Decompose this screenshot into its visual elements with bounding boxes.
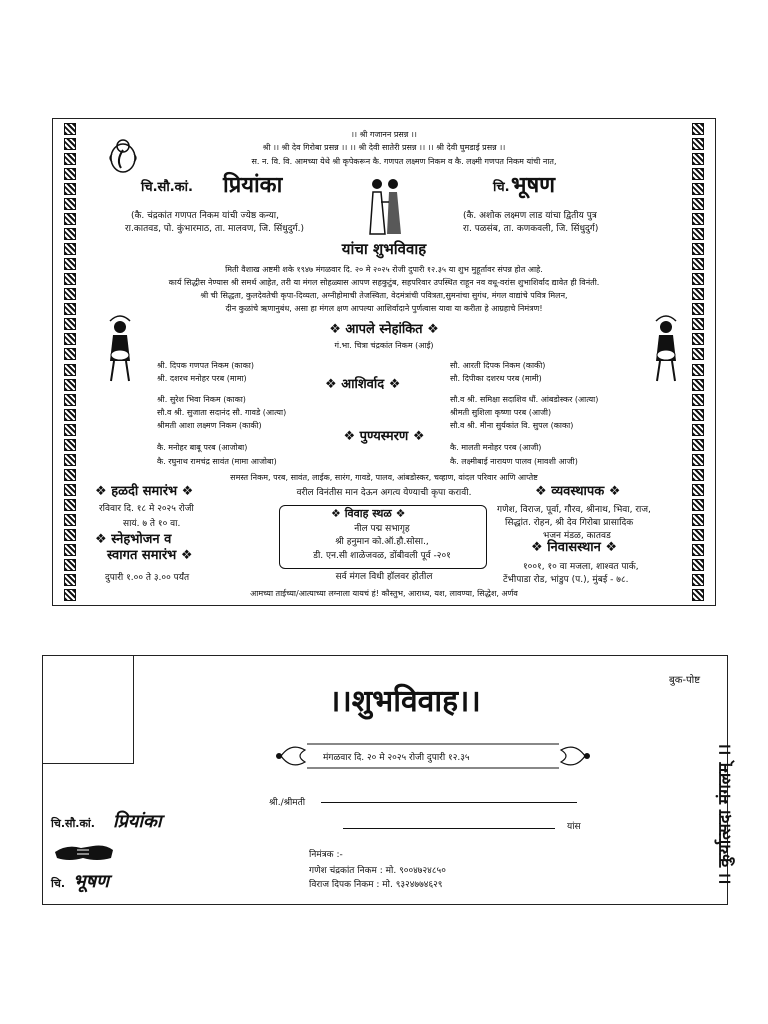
- bride-prefix: चि.सौ.कां.: [141, 180, 193, 195]
- to-label: श्री./श्रीमती: [269, 798, 306, 808]
- diamond-icon: ❖: [95, 484, 112, 499]
- envelope-groom-prefix: चि.: [51, 877, 66, 890]
- diamond-icon: ❖: [95, 532, 112, 547]
- right-name-1: सौ. आरती दिपक निकम (काकी): [450, 361, 546, 370]
- diamond-icon: ❖: [177, 484, 194, 499]
- nimantrak-label: निमंत्रक :-: [309, 850, 343, 860]
- footer-line: आमच्या ताईच्या/आत्याच्या लग्नाला यायचं हं! कौस्तुभ, आराध्य, यश, लावण्या, सिद्धेश, अर्णव: [250, 589, 518, 598]
- diamond-icon: ❖: [331, 507, 345, 520]
- contact-1: गणेश चंद्रकांत निकम : मो. ९००४७२४८५०: [309, 866, 446, 876]
- ashirwad-title: ❖ आशिर्वाद ❖: [325, 377, 401, 392]
- invitation-card: [52, 118, 716, 606]
- envelope: [42, 655, 735, 905]
- left-border-pattern: [63, 119, 77, 605]
- haldi-line-1: रविवार दि. १८ मे २०२५ रोजी: [99, 504, 194, 514]
- bride-detail-1: (कै. चंद्रकांत गणपत निकम यांची ज्येष्ठ कन्या,: [131, 211, 279, 221]
- sneh-subtitle: गं.भा. चित्रा चंद्रकांत निकम (आई): [334, 341, 434, 350]
- venue-line-2: श्री हनुमान को.ऑ.हौ.सोसा.,: [335, 537, 429, 547]
- vyavasthapak-line-3: भजन मंडळ, कातवड: [543, 531, 611, 541]
- intro-text: स. न. वि. वि. आमच्या येथे श्री कृपेकरून कै. गणपत लक्ष्मण निकम व कै. लक्ष्मी गणपत निकम यांची नात,: [251, 157, 557, 166]
- diamond-icon: ❖: [384, 377, 401, 392]
- ganesh-icon: [106, 136, 140, 176]
- left-name-1: श्री. दिपक गणपत निकम (काका): [157, 361, 254, 370]
- groom-prefix: चि.: [493, 180, 510, 195]
- right-name-2: सौ. दिपीका दशरथ परब (मामी): [450, 374, 542, 383]
- left-name-2: श्री. दशरथ मनोहर परब (मामा): [157, 374, 247, 383]
- stamp-box: [43, 656, 134, 764]
- diamond-icon: ❖: [604, 484, 621, 499]
- diamond-icon: ❖: [176, 548, 193, 563]
- diamond-icon: ❖: [343, 429, 360, 444]
- bhojan-line-1: दुपारी १.०० ते ३.०० पर्यंत: [105, 573, 190, 583]
- right-name-5: सौ.व श्री. मीना सुर्यकांत वि. सुपल (काका): [450, 421, 574, 430]
- left-name-5: श्रीमती आशा लक्ष्मण निकम (काकी): [157, 421, 262, 430]
- nivas-line-2: टेंभीपाडा रोड, भांडुप (प.), मुंबई - ७८.: [503, 575, 629, 585]
- contact-2: विराज दिपक निकम : मो. ९३२४७७४६२९: [309, 880, 443, 890]
- bhojan-title-2: स्वागत समारंभ ❖: [107, 548, 193, 563]
- vyavasthapak-line-1: गणेश, विराज, पूर्वा, गौरव, श्रीनाथ, भिवा, राज,: [497, 505, 651, 515]
- envelope-title: ।।शुभविवाह।।: [329, 684, 481, 719]
- right-name-4: श्रीमती सुशिला कृष्णा परब (आजी): [450, 408, 552, 417]
- smaran-right-2: कै. लक्ष्मीबाई नारायण पालव (मावशी आजी): [450, 457, 578, 466]
- address-line-2[interactable]: [343, 828, 555, 829]
- venue-line-3: डी. एन.सी शाळेजवळ, डोंबीवली पूर्व -२०१: [313, 551, 451, 561]
- diamond-icon: ❖: [329, 322, 346, 337]
- envelope-groom-name: भूषण: [73, 871, 110, 892]
- couple-icon: [365, 174, 405, 236]
- hands-icon: [53, 838, 115, 866]
- invocation-line-1: ।। श्री गजानन प्रसन्न ।।: [351, 130, 417, 139]
- body-line-2: कार्य सिद्धीस नेण्यास श्री समर्थ आहेत, तरी या मंगल सोहळ्यास आपण सहकुटुंब, सहपरिवार उपस्थित राहून नव वधू-वरांस शुभाशिर्वाद द्यावेत ही विनंती.: [168, 278, 600, 287]
- smaran-left-1: कै. मनोहर बाबू परब (आजोबा): [157, 443, 248, 452]
- body-line-3: श्री ची सिद्धता, कुलदेवतेची कृपा-दिव्यता, अग्नीहोमाची तेजस्विता, वेदमंत्रांची पवित्रता,सुमनांचा सुगंध, मंगल वाद्यांचे पवित्र मिलन,: [200, 291, 568, 300]
- diamond-icon: ❖: [325, 377, 342, 392]
- envelope-bride-prefix: चि.सौ.कां.: [51, 817, 95, 830]
- request-line: वरील विनंतीस मान देऊन अगत्य येण्याची कृपा करावी.: [296, 488, 472, 498]
- diamond-icon: ❖: [422, 322, 439, 337]
- haldi-line-2: सायं. ७ ते १० वा.: [123, 519, 181, 529]
- venue-line-1: नील पद्म सभागृह: [354, 524, 410, 534]
- groom-detail-2: रा. पळसंब, ता. कणकवली, जि. सिंधुदुर्ग): [463, 224, 599, 234]
- families-line: समस्त निकम, परब, सावंत, लाईक, सारंग, गावडे, पालव, आंबडोस्कर, चव्हाण, वांदल परिवार आणि आप्तेष्ट: [230, 473, 538, 482]
- bride-detail-2: रा.कातवड, पो. कुंभारमाठ, ता. मालवण, जि. सिंधुदुर्ग.): [125, 224, 304, 234]
- body-line-4: दीन कुळांचे ऋणानुबंध, असा हा मंगल क्षण आपल्या आशिर्वादाने पुर्णत्वास यावा या करीता हे आग्रहाचे निमंत्रण!: [225, 304, 543, 313]
- right-name-3: सौ.व श्री. समिक्षा सदाशिव धौं. आंबडोस्कर (आत्या): [450, 395, 599, 404]
- diamond-icon: ❖: [408, 429, 425, 444]
- sneh-title: ❖ आपले स्नेहांकित ❖: [329, 322, 439, 337]
- nivas-line-1: १००१, १० वा मजला, शाश्वत पार्क,: [523, 562, 639, 572]
- yans-label: यांस: [567, 822, 581, 832]
- diamond-icon: ❖: [391, 507, 406, 520]
- address-line-1[interactable]: [321, 802, 577, 803]
- vertical-blessing: [683, 696, 735, 886]
- envelope-date: मंगळवार दि. २० मे २०२५ रोजी दुपारी १२.३५: [323, 753, 470, 763]
- haldi-title: ❖ हळदी समारंभ ❖: [95, 484, 194, 499]
- nivas-title: ❖ निवासस्थान ❖: [531, 540, 618, 555]
- diamond-icon: ❖: [535, 484, 552, 499]
- vertical-blessing-text: ।। कुर्यात्सदा मंगलम् ।।: [715, 743, 735, 886]
- smaran-title: ❖ पुण्यस्मरण ❖: [343, 429, 425, 444]
- diamond-icon: ❖: [600, 540, 618, 555]
- envelope-bride-name: प्रियांका: [113, 811, 162, 832]
- bhojan-title-1: ❖ स्नेहभोजन व: [95, 532, 172, 547]
- invocation-line-2: श्री ।। श्री देव गिरोबा प्रसन्न ।। ।। श्री देवी सातेरी प्रसन्न ।। ।। श्री देवी घुमडाई प्रसन्न ।।: [262, 143, 506, 152]
- diamond-icon: ❖: [531, 540, 548, 555]
- shubhvivah-heading: यांचा शुभविवाह: [341, 240, 427, 258]
- body-line-1: मिती वैशाख अष्टमी शके १९४७ मंगळवार दि. २० मे २०२५ रोजी दुपारी १२.३५ या शुभ मुहूर्तावर संपन्न होत आहे.: [225, 265, 543, 274]
- left-name-4: सौ.व श्री. सुजाता सदानंद सौ. गावडे (आत्या): [157, 408, 287, 417]
- hall-line: सर्व मंगल विधी हॉलवर होतील: [335, 572, 433, 582]
- smaran-right-1: कै. मालती मनोहर परब (आजी): [450, 443, 542, 452]
- venue-title: ❖ विवाह स्थळ ❖: [331, 507, 406, 520]
- left-name-3: श्री. सुरेश भिवा निकम (काका): [157, 395, 246, 404]
- right-border-pattern: [691, 119, 705, 605]
- smaran-left-2: कै. रघुनाथ रामचंद्र सावंत (मामा आजोबा): [157, 457, 277, 466]
- groom-detail-1: (कै. अशोक लक्ष्मण लाड यांचा द्वितीय पुत्र: [463, 211, 597, 221]
- book-post-label: बुक-पोष्ट: [669, 675, 701, 686]
- groom-name: भूषण: [511, 173, 556, 198]
- vyavasthapak-title: ❖ व्यवस्थापक ❖: [535, 484, 621, 499]
- vyavasthapak-line-2: सिद्धांत. रोहन, श्री देव गिरोबा प्रासादिक: [505, 518, 634, 528]
- bride-name: प्रियांका: [223, 173, 283, 198]
